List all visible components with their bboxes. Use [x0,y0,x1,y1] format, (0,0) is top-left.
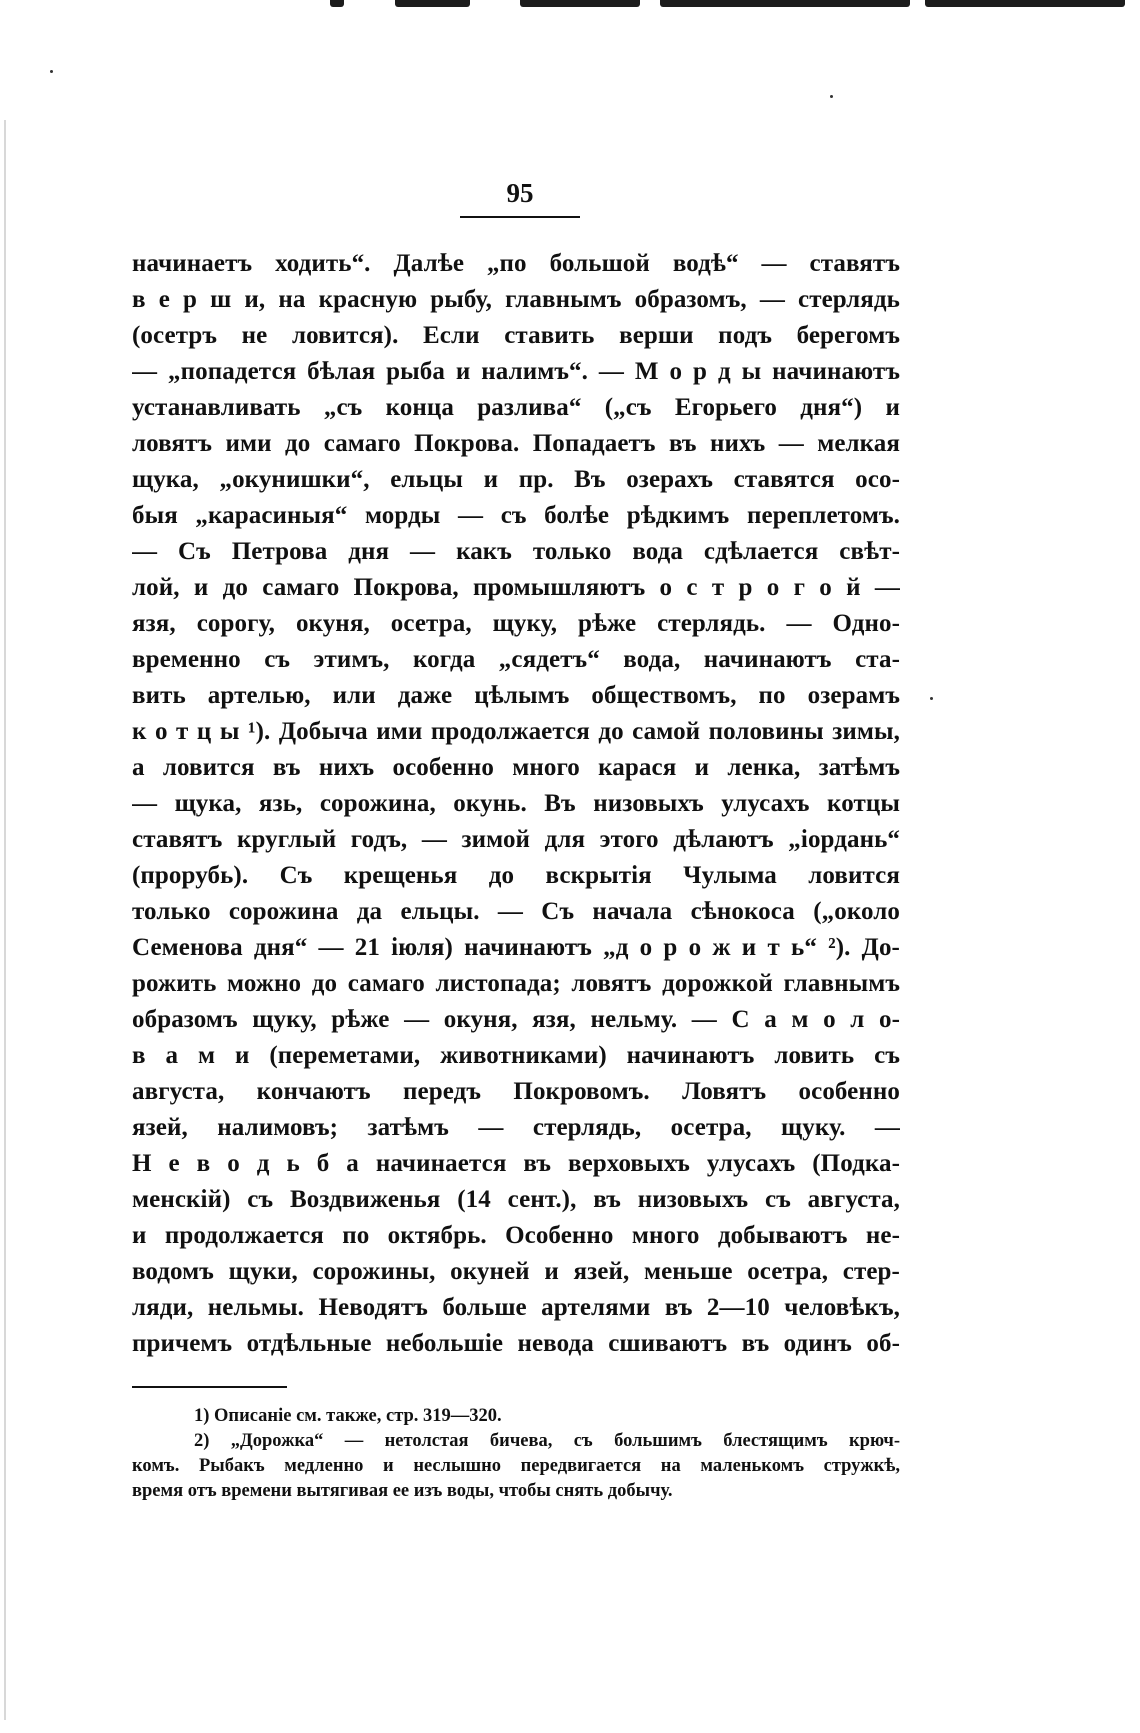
footnote-line: 1) Описаніе см. также, стр. 319—320. [194,1406,502,1426]
text-line: — „попадется бѣлая рыба и налимъ“. — М о р д ы начинаютъ [132,358,900,385]
text-line: устанавливать „съ конца разлива“ („съ Егорьего дня“) и [132,394,900,421]
scan-speck [830,95,833,98]
text-line: (осетръ не ловится). Если ставить верши подъ берегомъ [132,322,900,349]
text-line: а ловится въ нихъ особенно много карася и ленка, затѣмъ [132,754,900,781]
text-line: щука, „окунишки“, ельцы и пр. Въ озерахъ ставятся осо- [132,466,900,493]
scan-edge-shadow [4,120,6,1720]
page-number: 95 [506,178,534,208]
text-line: только сорожина да ельцы. — Съ начала сѣнокоса („около [132,898,900,925]
footnote-separator [132,1386,287,1388]
scan-speck [930,697,933,700]
footnote-line: комъ. Рыбакъ медленно и неслышно передвигается на маленькомъ стружкѣ, [132,1456,900,1476]
footnotes [132,1404,900,1504]
text-line: к о т ц ы ¹). Добыча ими продолжается до самой половины зимы, [132,718,900,745]
text-line: августа, кончаютъ передъ Покровомъ. Ловятъ особенно [132,1078,900,1105]
text-line: быя „карасиныя“ морды — съ болѣе рѣдкимъ переплетомъ. [132,502,900,529]
scan-speck [50,70,53,73]
scan-top-artifact [0,0,1140,10]
text-line: начинаетъ ходить“. Далѣе „по большой водѣ“ — ставятъ [132,250,900,277]
text-line: ставятъ круглый годъ, — зимой для этого дѣлаютъ „іордань“ [132,826,900,853]
text-line: ловятъ ими до самаго Покрова. Попадаетъ въ нихъ — мелкая [132,430,900,457]
page-number-rule [460,216,580,218]
text-line: ляди, нельмы. Неводятъ больше артелями въ 2—10 человѣкъ, [132,1294,900,1321]
footnote-line: время отъ времени вытягивая ее изъ воды, чтобы снять добычу. [132,1481,673,1501]
text-line: язей, налимовъ; затѣмъ — стерлядь, осетра, щуку. — [132,1114,900,1141]
text-line: лой, и до самаго Покрова, промышляютъ о с т р о г о й — [132,574,900,601]
text-line: менскій) съ Воздвиженья (14 сент.), въ низовыхъ съ августа, [132,1186,900,1213]
text-line: вить артелью, или даже цѣлымъ обществомъ, по озерамъ [132,682,900,709]
text-line: рожить можно до самаго листопада; ловятъ дорожкой главнымъ [132,970,900,997]
text-line: в е р ш и, на красную рыбу, главнымъ образомъ, — стерлядь [132,286,900,313]
footnote-line: 2) „Дорожка“ — нетолстая бичева, съ большимъ блестящимъ крюч- [194,1431,900,1451]
text-line: — щука, язь, сорожина, окунь. Въ низовыхъ улусахъ котцы [132,790,900,817]
text-line: образомъ щуку, рѣже — окуня, язя, нельму. — С а м о л о- [132,1006,900,1033]
text-line: временно съ этимъ, когда „сядетъ“ вода, начинаютъ ста- [132,646,900,673]
text-line: Н е в о д ь б а начинается въ верховыхъ улусахъ (Подка- [132,1150,900,1177]
text-line: Семенова дня“ — 21 іюля) начинаютъ „д о р о ж и т ь“ ²). До- [132,934,900,961]
body-text [132,246,900,1362]
text-line: язя, сорогу, окуня, осетра, щуку, рѣже стерлядь. — Одно- [132,610,900,637]
text-line: в а м и (переметами, животниками) начинаютъ ловить съ [132,1042,900,1069]
text-line: причемъ отдѣльные небольшіе невода сшиваютъ въ одинъ об- [132,1330,900,1357]
text-line: и продолжается по октябрь. Особенно много добываютъ не- [132,1222,900,1249]
text-line: водомъ щуки, сорожины, окуней и язей, меньше осетра, стер- [132,1258,900,1285]
text-line: (прорубь). Съ крещенья до вскрытія Чулыма ловится [132,862,900,889]
text-line: — Съ Петрова дня — какъ только вода сдѣлается свѣт- [132,538,900,565]
